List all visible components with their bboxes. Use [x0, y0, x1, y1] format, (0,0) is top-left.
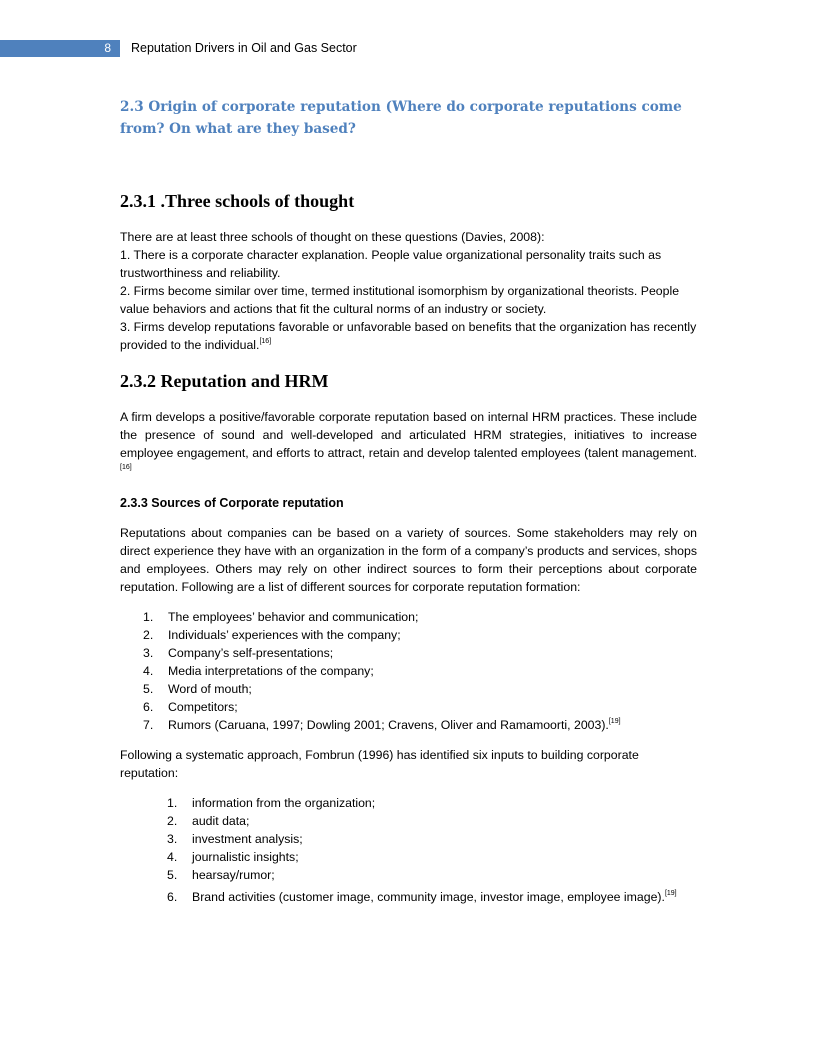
list-number: 2. — [143, 628, 154, 642]
list-number: 1. — [167, 796, 178, 810]
list-text: Media interpretations of the company; — [168, 664, 374, 678]
citation-16: [16] — [120, 464, 132, 471]
schools-intro: There are at least three schools of thought on these questions (Davies, 2008): — [120, 230, 545, 244]
list-item — [120, 698, 697, 716]
list-item — [120, 644, 697, 662]
list-item — [120, 888, 697, 906]
list-number: 3. — [143, 646, 154, 660]
page-number: 8 — [104, 41, 111, 55]
section-heading: 2.3 Origin of corporate reputation (Where do corporate reputations come from? On what are they based? — [120, 99, 682, 137]
schools-point-3 — [120, 318, 697, 354]
list-number: 5. — [167, 868, 178, 882]
list-text: Rumors (Caruana, 1997; Dowling 2001; Cravens, Oliver and Ramamoorti, 2003). — [168, 718, 609, 732]
schools-point-3-text: 3. Firms develop reputations favorable or unfavorable based on benefits that the organization has recently provided to the individual. — [120, 320, 697, 352]
list-item — [120, 662, 697, 680]
list-text: Competitors; — [168, 700, 238, 714]
list-item — [120, 716, 697, 734]
list-text: information from the organization; — [192, 796, 376, 810]
subsection-heading-schools: 2.3.1 .Three schools of thought — [120, 191, 355, 211]
schools-text — [120, 228, 697, 354]
list-item — [120, 830, 697, 848]
list-number: 6. — [167, 890, 178, 904]
list-item — [120, 866, 697, 884]
fombrun-inputs-list — [120, 794, 697, 906]
subsection-heading-hrm: 2.3.2 Reputation and HRM — [120, 371, 329, 391]
list-text: journalistic insights; — [192, 850, 299, 864]
list-text: Individuals’ experiences with the company; — [168, 628, 401, 642]
schools-point-1: 1. There is a corporate character explanation. People value organizational personality traits such as trustworthiness and reliability. — [120, 248, 662, 280]
list-text: Brand activities (customer image, community image, investor image, employee image). — [192, 890, 665, 904]
list-text: hearsay/rumor; — [192, 868, 275, 882]
list-text: Word of mouth; — [168, 682, 252, 696]
list-item — [120, 608, 697, 626]
citation-19: [19] — [608, 718, 621, 725]
list-number: 7. — [143, 718, 154, 732]
hrm-paragraph — [120, 408, 697, 480]
running-header-title: Reputation Drivers in Oil and Gas Sector — [131, 41, 357, 55]
list-text: audit data; — [192, 814, 250, 828]
hrm-paragraph-text: A firm develops a positive/favorable corporate reputation based on internal HRM practices. These include the presence of sound and well-developed and articulated HRM strategies, initiatives to increase employee engagement, and efforts to attract, retain and develop talented employees (talent management. — [120, 410, 697, 460]
schools-point-2: 2. Firms become similar over time, termed institutional isomorphism by organizational theorists. People value behaviors and actions that fit the cultural norms of an industry or society. — [120, 284, 680, 316]
list-text: The employees’ behavior and communication; — [168, 610, 419, 624]
list-number: 2. — [167, 814, 178, 828]
list-number: 1. — [143, 610, 154, 624]
list-item — [120, 812, 697, 830]
list-number: 6. — [143, 700, 154, 714]
list-item — [120, 626, 697, 644]
list-number: 3. — [167, 832, 178, 846]
list-text: Company’s self-presentations; — [168, 646, 334, 660]
list-item — [120, 794, 697, 812]
list-item — [120, 848, 697, 866]
sources-list — [120, 608, 697, 734]
list-number: 4. — [143, 664, 154, 678]
list-number: 5. — [143, 682, 154, 696]
citation-19: [19] — [664, 890, 677, 897]
list-text: investment analysis; — [192, 832, 303, 846]
citation-16: [16] — [259, 338, 272, 345]
subsection-heading-sources: 2.3.3 Sources of Corporate reputation — [120, 496, 344, 510]
sources-paragraph: Reputations about companies can be based on a variety of sources. Some stakeholders may rely on direct experience they have with an organization in the form of a company’s products and services, shops and employees. Others may rely on other indirect sources to form their perceptions about corporate reputation. Following are a list of different sources for corporate reputation formation: — [120, 526, 697, 594]
page-content — [120, 96, 697, 906]
list-number: 4. — [167, 850, 178, 864]
list-item — [120, 680, 697, 698]
fombrun-paragraph: Following a systematic approach, Fombrun (1996) has identified six inputs to building corporate reputation: — [120, 748, 639, 780]
